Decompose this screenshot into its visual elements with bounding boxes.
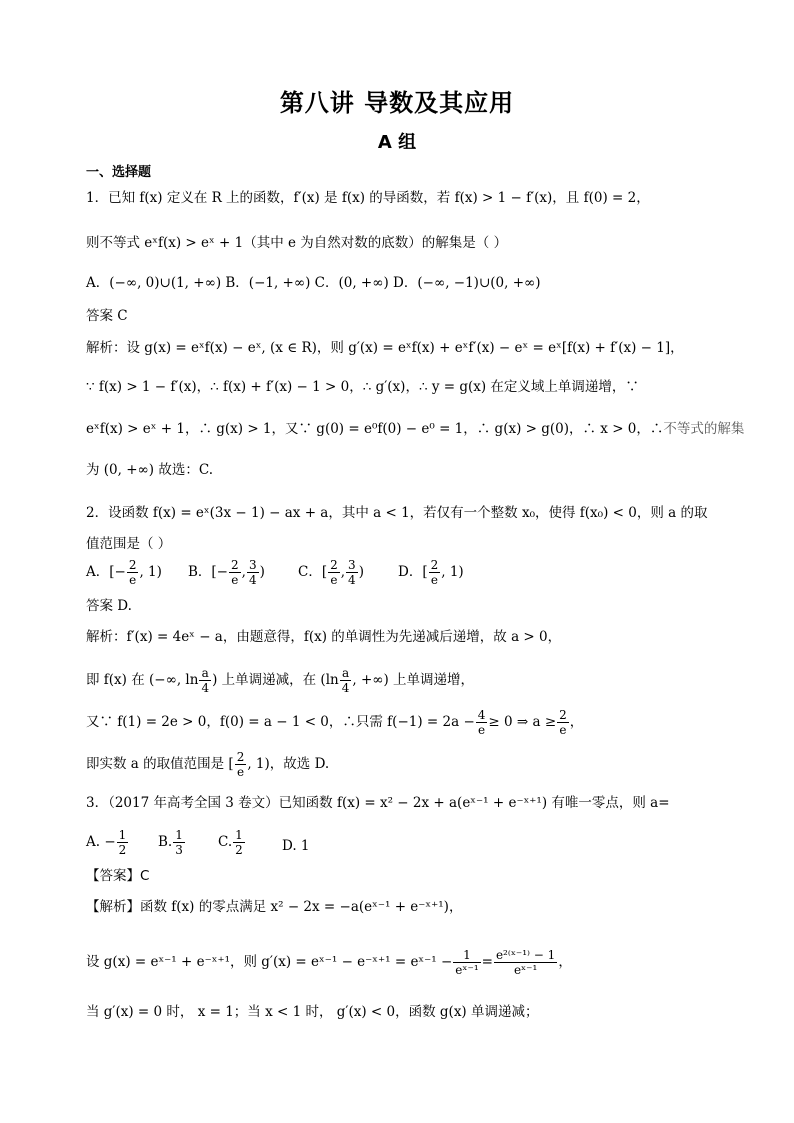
text-segment: ， [558, 954, 572, 970]
fraction-numerator: 3 [348, 558, 356, 572]
q3-option-b [158, 828, 186, 857]
q2-option-b-prefix: B．[− [188, 564, 228, 580]
fraction [328, 558, 340, 587]
q3-option-c-prefix: C. [218, 834, 233, 850]
fraction [235, 750, 247, 779]
page-subtitle: A 组 [377, 132, 417, 153]
fraction [340, 666, 352, 695]
q1-options: A．(−∞, 0)∪(1, +∞) B．(−1, +∞) C．(0, +∞) D．(−∞, −1)∪(0, +∞) [86, 275, 541, 291]
fraction-numerator: 2 [128, 558, 137, 572]
fraction [117, 828, 129, 857]
text-segment: 即实数 a 的取值范围是 [ [86, 756, 234, 772]
fraction-numerator: 2 [236, 750, 245, 764]
fraction [429, 558, 441, 587]
fraction-denominator: 4 [248, 573, 257, 587]
text-segment: ， [569, 714, 584, 730]
text-segment: , 1)，故选 D. [247, 756, 330, 772]
text-segment: , +∞) 上单调递增， [352, 672, 475, 688]
q2-answer: 答案 D. [86, 598, 132, 614]
q1-stem-line2: 则不等式 eˣf(x) > eˣ + 1（其中 e 为自然对数的底数）的解集是（ ） [86, 235, 508, 251]
q2-stem-line2: 值范围是（ ） [86, 536, 172, 552]
fraction-numerator: a [340, 666, 352, 681]
fraction-numerator: 3 [248, 558, 257, 572]
q2-option-b: B．[− $\frac{2}{e}$ , $\frac{3}{4}$ ) [188, 558, 265, 587]
q2-option-c-prefix: C．[ [298, 564, 328, 580]
fraction-denominator: e [231, 573, 239, 587]
q2-option-a-prefix: A．[− [86, 564, 126, 580]
fraction-numerator: 1 [453, 948, 480, 963]
q1-solution-line3 [86, 419, 754, 439]
fraction [557, 708, 569, 737]
q2-solution-line3 [86, 708, 754, 737]
fraction-numerator: 1 [118, 828, 127, 842]
fraction [229, 558, 241, 587]
fraction [173, 828, 185, 857]
fraction-numerator: 2 [430, 558, 439, 572]
q2-option-c-suffix: ) [358, 564, 364, 580]
q2-solution-line4 [86, 750, 754, 779]
fraction-denominator: e [559, 723, 567, 737]
text-segment: ≥ 0 ⇒ a ≥ [488, 714, 557, 730]
q3-stem: 3．（2017 年高考全国 3 卷文）已知函数 f(x) = x² − 2x + a(eˣ⁻¹ + e⁻ˣ⁺¹) 有唯一零点，则 a= [86, 795, 670, 811]
fraction-numerator: 1 [235, 828, 243, 842]
fraction-numerator: 1 [175, 828, 183, 842]
q3-solution-line3: 当 g′(x) = 0 时， x = 1；当 x < 1 时， g′(x) < 0，函数 g(x) 单调递减； [86, 1004, 539, 1020]
fraction-denominator: 2 [118, 843, 127, 857]
fraction [494, 948, 557, 977]
fraction-denominator: 4 [201, 681, 210, 695]
q3-option-a [86, 828, 129, 857]
fraction-numerator: 2 [559, 708, 567, 722]
fraction [346, 558, 358, 587]
q1-solution-line2: ∵ f(x) > 1 − f′(x)，∴ f(x) + f′(x) − 1 > 0，∴ g′(x)，∴ y = g(x) 在定义域上单调递增，∵ [86, 379, 639, 395]
q2-solution-line1: 解析：f′(x) = 4eˣ − a，由题意得，f(x) 的单调性为先递减后递增，故 a > 0， [86, 629, 562, 645]
q3-solution-line2 [86, 948, 754, 977]
q2-option-c: C．[ $\frac{2}{e}$ , $\frac{3}{4}$ ) [298, 558, 364, 587]
q2-option-d [398, 558, 464, 587]
fraction [247, 558, 259, 587]
fraction [199, 666, 211, 695]
q1-solution-line1: 解析：设 g(x) = eˣf(x) − eˣ, (x ∈ R)，则 g′(x) = eˣf(x) + eˣf′(x) − eˣ = eˣ[f(x) + f′(x) − 1]， [86, 340, 684, 356]
q2-solution-line2 [86, 666, 754, 695]
fraction [453, 948, 480, 977]
fraction-denominator: e [430, 573, 438, 587]
q1-solution-line3-text: eˣf(x) > eˣ + 1，∴ g(x) > 1，又∵ g(0) = e⁰f(0) − e⁰ = 1，∴ g(x) > g(0)，∴ x > 0，∴ [86, 421, 664, 437]
q3-option-c [218, 828, 246, 857]
q3-option-d: D. 1 [282, 838, 310, 854]
fraction [233, 828, 245, 857]
section-heading: 一、选择题 [86, 165, 152, 180]
q3-option-b-prefix: B. [158, 834, 173, 850]
fraction [476, 708, 488, 737]
fraction-denominator: 2 [235, 843, 243, 857]
fraction-numerator: e²⁽ˣ⁻¹⁾ − 1 [495, 948, 556, 962]
q3-solution-line1: 【解析】函数 f(x) 的零点满足 x² − 2x = −a(eˣ⁻¹ + e⁻ˣ⁺¹)， [86, 899, 463, 915]
q3-option-a-prefix: A. − [86, 834, 116, 850]
fraction-denominator: 3 [175, 843, 183, 857]
q2-stem-line1: 2．设函数 f(x) = eˣ(3x − 1) − ax + a，其中 a < 1，若仅有一个整数 x₀，使得 f(x₀) < 0，则 a 的取 [86, 505, 708, 521]
text-segment: 设 g(x) = eˣ⁻¹ + e⁻ˣ⁺¹，则 g′(x) = eˣ⁻¹ − e⁻ˣ⁺¹ = eˣ⁻¹ − [86, 954, 453, 970]
fraction-numerator: 2 [231, 558, 239, 572]
fraction-numerator: 4 [477, 708, 486, 722]
q2-option-b-suffix: ) [259, 564, 265, 580]
q1-solution-line3-tail: 不等式的解集 [663, 421, 745, 437]
fraction-denominator: eˣ⁻¹ [513, 963, 538, 977]
text-segment: ) 上单调递减，在 (ln [212, 672, 339, 688]
fraction-denominator: e [330, 573, 338, 587]
q2-option-d-suffix: , 1) [441, 564, 464, 580]
q1-solution-line4: 为 (0, +∞) 故选：C. [86, 462, 213, 478]
q3-answer: 【答案】C [86, 868, 150, 884]
fraction [127, 558, 139, 587]
fraction-denominator: e [129, 573, 137, 587]
fraction-numerator: a [199, 666, 211, 681]
q1-stem-line1: 1．已知 f(x) 定义在 R 上的函数，f′(x) 是 f(x) 的导函数，若 f(x) > 1 − f′(x)，且 f(0) = 2， [86, 190, 650, 206]
fraction-denominator: 4 [348, 573, 356, 587]
q1-answer: 答案 C [86, 308, 128, 324]
fraction-denominator: eˣ⁻¹ [455, 963, 479, 977]
q2-option-d-prefix: D．[ [398, 564, 428, 580]
text-segment: = [481, 954, 493, 970]
page-title: 第八讲 导数及其应用 [279, 89, 515, 117]
q2-option-a [86, 558, 162, 587]
text-segment: 即 f(x) 在 (−∞, ln [86, 672, 199, 688]
q2-option-a-suffix: , 1) [139, 564, 162, 580]
fraction-denominator: e [236, 765, 245, 779]
text-segment: 又∵ f(1) = 2e > 0，f(0) = a − 1 < 0，∴只需 f(−1) = 2a − [86, 714, 475, 730]
fraction-denominator: e [478, 723, 486, 737]
fraction-numerator: 2 [330, 558, 338, 572]
fraction-denominator: 4 [341, 681, 350, 695]
